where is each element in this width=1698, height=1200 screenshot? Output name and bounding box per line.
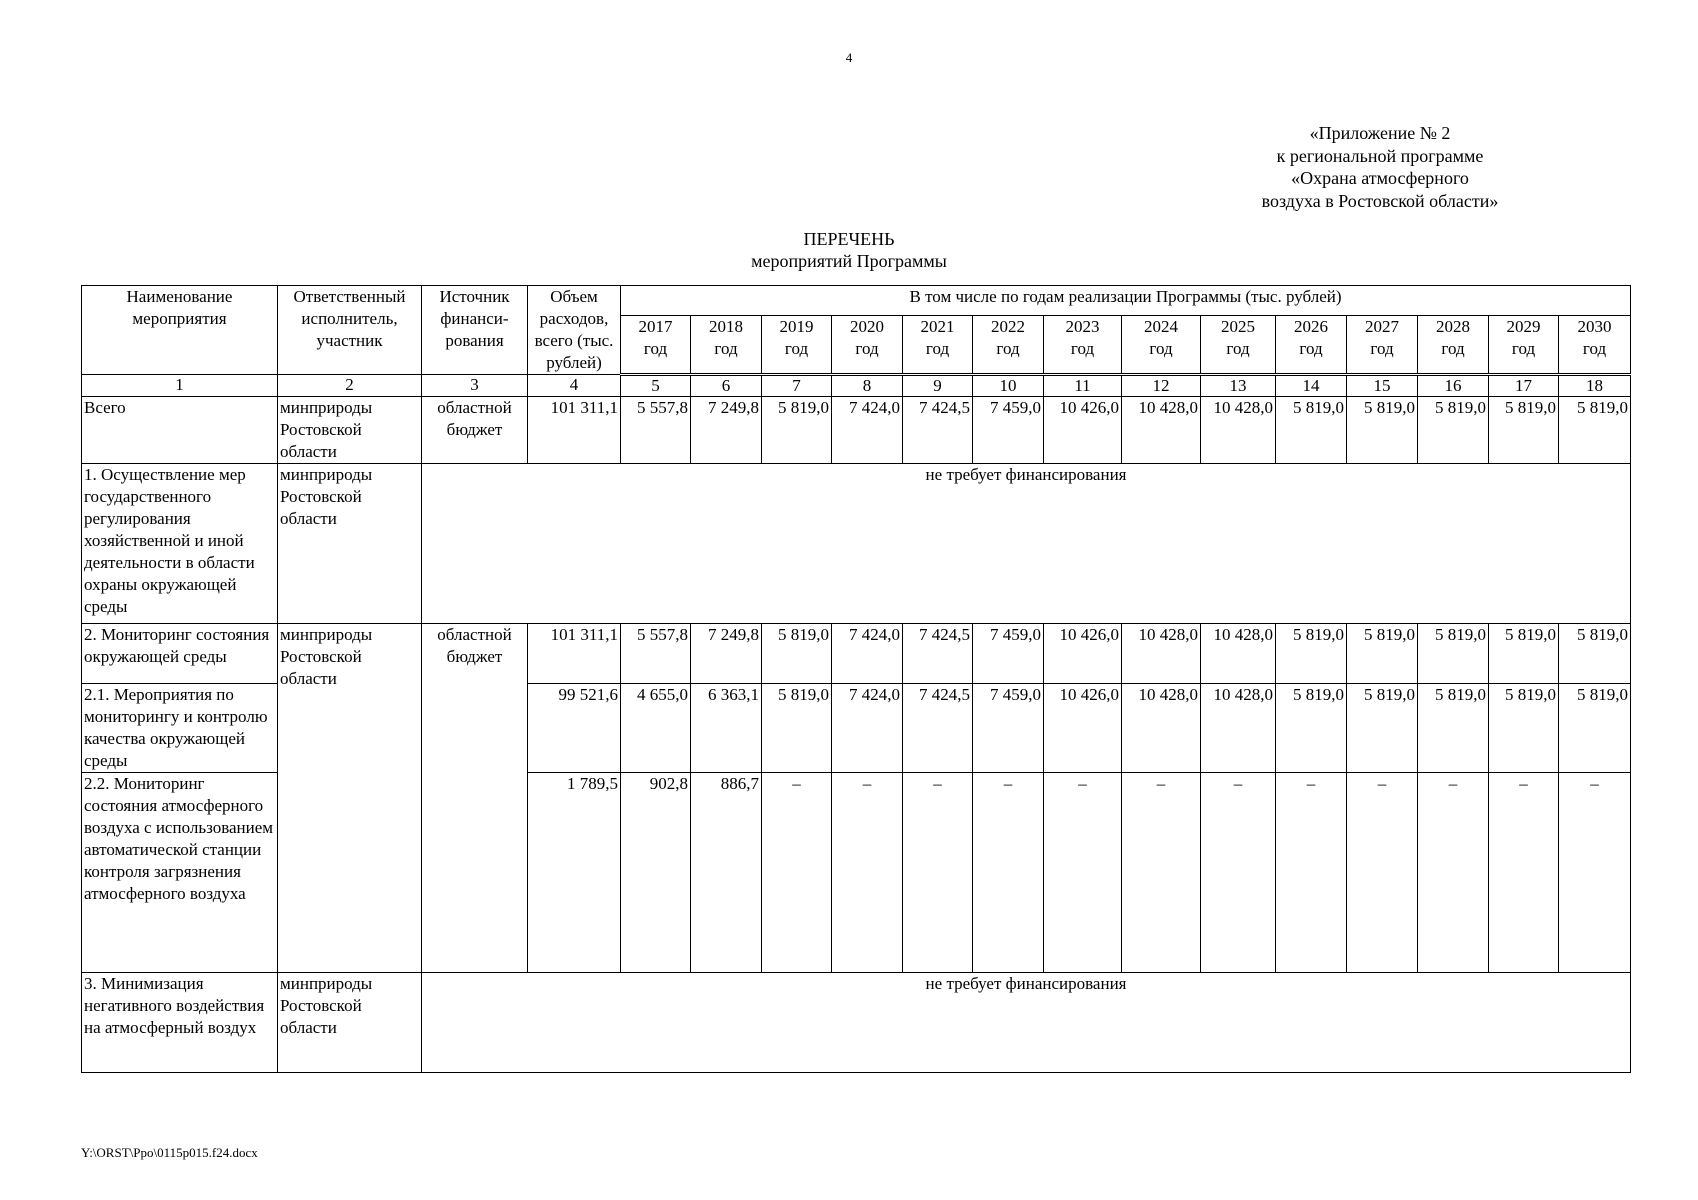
title-line-1: ПЕРЕЧЕНЬ [803, 229, 895, 249]
column-number: 14 [1276, 375, 1347, 397]
year-header: 2019 год [762, 315, 832, 374]
row-year-value: – [973, 773, 1044, 973]
row-year-value: 7 249,8 [691, 397, 762, 464]
row-total: 99 521,6 [528, 684, 621, 773]
row-name: 1. Осуществление мер государственного регулирования хозяйственной и иной деятельности в области охраны окружающей среды [82, 464, 278, 624]
column-number: 16 [1418, 375, 1489, 397]
row-year-value: – [903, 773, 973, 973]
row-year-value: 5 819,0 [1347, 624, 1418, 684]
row-year-value: 7 424,0 [832, 397, 903, 464]
row-name: Всего [82, 397, 278, 464]
row-year-value: – [762, 773, 832, 973]
row-year-value: 10 428,0 [1201, 397, 1276, 464]
row-year-value: – [832, 773, 903, 973]
row-year-value: 7 459,0 [973, 624, 1044, 684]
row-year-value: 7 424,5 [903, 684, 973, 773]
row-year-value: 5 819,0 [1418, 624, 1489, 684]
year-header: 2021 год [903, 315, 973, 374]
table-row [82, 464, 1631, 624]
year-header: 2018 год [691, 315, 762, 374]
header-name: Наименование мероприятия [82, 286, 278, 375]
row-year-value: 10 426,0 [1044, 624, 1122, 684]
row-year-value: 6 363,1 [691, 684, 762, 773]
row-year-value: 5 819,0 [1559, 684, 1631, 773]
year-header: 2017 год [621, 315, 691, 374]
table-row [82, 624, 1631, 684]
column-number: 17 [1489, 375, 1559, 397]
row-year-value: 5 819,0 [1347, 397, 1418, 464]
column-number: 13 [1201, 375, 1276, 397]
row-year-value: – [1559, 773, 1631, 973]
row-year-value: 7 424,5 [903, 397, 973, 464]
row-source: областной бюджет [422, 624, 528, 973]
header-volume: Объем расходов, всего (тыс. рублей) [528, 286, 621, 375]
row-year-value: – [1418, 773, 1489, 973]
row-name: 2.1. Мероприятия по мониторингу и контролю качества окружающей среды [82, 684, 278, 773]
row-year-value: 5 819,0 [1276, 684, 1347, 773]
file-path: Y:\ORST\Ppo\0115p015.f24.docx [81, 1145, 258, 1160]
column-number: 8 [832, 375, 903, 397]
header-by-years: В том числе по годам реализации Программы (тыс. рублей) [621, 286, 1631, 316]
row-year-value: 10 428,0 [1201, 684, 1276, 773]
row-year-value: 5 819,0 [1276, 397, 1347, 464]
year-header: 2025 год [1201, 315, 1276, 374]
column-number: 6 [691, 375, 762, 397]
row-year-value: 7 424,0 [832, 624, 903, 684]
row-year-value: – [1122, 773, 1201, 973]
column-number: 5 [621, 375, 691, 397]
year-header: 2020 год [832, 315, 903, 374]
row-total: 101 311,1 [528, 397, 621, 464]
column-number: 4 [528, 375, 621, 397]
row-year-value: 7 424,5 [903, 624, 973, 684]
column-number: 12 [1122, 375, 1201, 397]
row-year-value: 5 819,0 [1489, 624, 1559, 684]
row-year-value: 5 819,0 [1276, 624, 1347, 684]
row-year-value: – [1201, 773, 1276, 973]
year-header: 2030 год [1559, 315, 1631, 374]
row-year-value: 886,7 [691, 773, 762, 973]
appendix-line-3: «Охрана атмосферного [1291, 168, 1469, 188]
row-year-value: 5 819,0 [1418, 684, 1489, 773]
column-number: 11 [1044, 375, 1122, 397]
year-header: 2026 год [1276, 315, 1347, 374]
table-row [82, 973, 1631, 1073]
appendix-line-2: к региональной программе [1276, 145, 1484, 166]
row-year-value: – [1044, 773, 1122, 973]
column-number: 10 [973, 375, 1044, 397]
header-source: Источник финанси-рования [422, 286, 528, 375]
row-year-value: 5 819,0 [762, 624, 832, 684]
row-year-value: 5 819,0 [762, 684, 832, 773]
title-line-2: мероприятий Программы [751, 251, 947, 271]
appendix-line-4: воздуха в Ростовской области» [1261, 190, 1499, 211]
appendix-line-1: «Приложение № 2 [1309, 123, 1451, 143]
row-year-value: 10 426,0 [1044, 684, 1122, 773]
table-row [82, 397, 1631, 464]
year-header: 2029 год [1489, 315, 1559, 374]
row-year-value: 5 819,0 [762, 397, 832, 464]
row-year-value: 5 819,0 [1418, 397, 1489, 464]
row-year-value: 5 819,0 [1489, 684, 1559, 773]
row-year-value: 10 426,0 [1044, 397, 1122, 464]
column-number: 9 [903, 375, 973, 397]
column-number: 1 [82, 375, 278, 397]
row-year-value: 5 557,8 [621, 397, 691, 464]
row-year-value: 10 428,0 [1122, 624, 1201, 684]
row-year-value: – [1489, 773, 1559, 973]
row-name: 3. Минимизация негативного воздействия на атмосферный воздух [82, 973, 278, 1073]
row-total: 101 311,1 [528, 624, 621, 684]
row-executor: минприроды Ростовской области [278, 464, 422, 624]
column-number: 18 [1559, 375, 1631, 397]
row-year-value: 4 655,0 [621, 684, 691, 773]
no-financing-note: не требует финансирования [422, 973, 1631, 1073]
column-number: 2 [278, 375, 422, 397]
appendix-caption [1240, 122, 1520, 212]
year-header: 2028 год [1418, 315, 1489, 374]
row-year-value: 10 428,0 [1122, 684, 1201, 773]
year-header: 2023 год [1044, 315, 1122, 374]
year-header: 2022 год [973, 315, 1044, 374]
document-title [0, 228, 1698, 272]
column-number: 3 [422, 375, 528, 397]
row-executor: минприроды Ростовской области [278, 973, 422, 1073]
column-number-row [82, 375, 1631, 397]
row-year-value: – [1276, 773, 1347, 973]
column-number: 7 [762, 375, 832, 397]
row-year-value: 5 819,0 [1347, 684, 1418, 773]
row-year-value: 10 428,0 [1122, 397, 1201, 464]
year-header: 2027 год [1347, 315, 1418, 374]
row-executor: минприроды Ростовской области [278, 624, 422, 973]
year-header: 2024 год [1122, 315, 1201, 374]
header-executor: Ответственный исполнитель, участник [278, 286, 422, 375]
row-year-value: – [1347, 773, 1418, 973]
row-year-value: 5 819,0 [1489, 397, 1559, 464]
row-year-value: 7 424,0 [832, 684, 903, 773]
activities-table [81, 285, 1631, 1073]
row-year-value: 5 557,8 [621, 624, 691, 684]
row-year-value: 5 819,0 [1559, 397, 1631, 464]
row-total: 1 789,5 [528, 773, 621, 973]
header-row-1 [82, 286, 1631, 316]
row-name: 2. Мониторинг состояния окружающей среды [82, 624, 278, 684]
row-year-value: 7 249,8 [691, 624, 762, 684]
row-year-value: 7 459,0 [973, 397, 1044, 464]
row-year-value: 7 459,0 [973, 684, 1044, 773]
page-number: 4 [845, 50, 853, 65]
row-source: областной бюджет [422, 397, 528, 464]
row-name: 2.2. Мониторинг состояния атмосферного воздуха с использованием автоматической станции контроля загрязнения атмосферного воздуха [82, 773, 278, 973]
row-executor: минприроды Ростовской области [278, 397, 422, 464]
row-year-value: 10 428,0 [1201, 624, 1276, 684]
no-financing-note: не требует финансирования [422, 464, 1631, 624]
column-number: 15 [1347, 375, 1418, 397]
row-year-value: 902,8 [621, 773, 691, 973]
row-year-value: 5 819,0 [1559, 624, 1631, 684]
